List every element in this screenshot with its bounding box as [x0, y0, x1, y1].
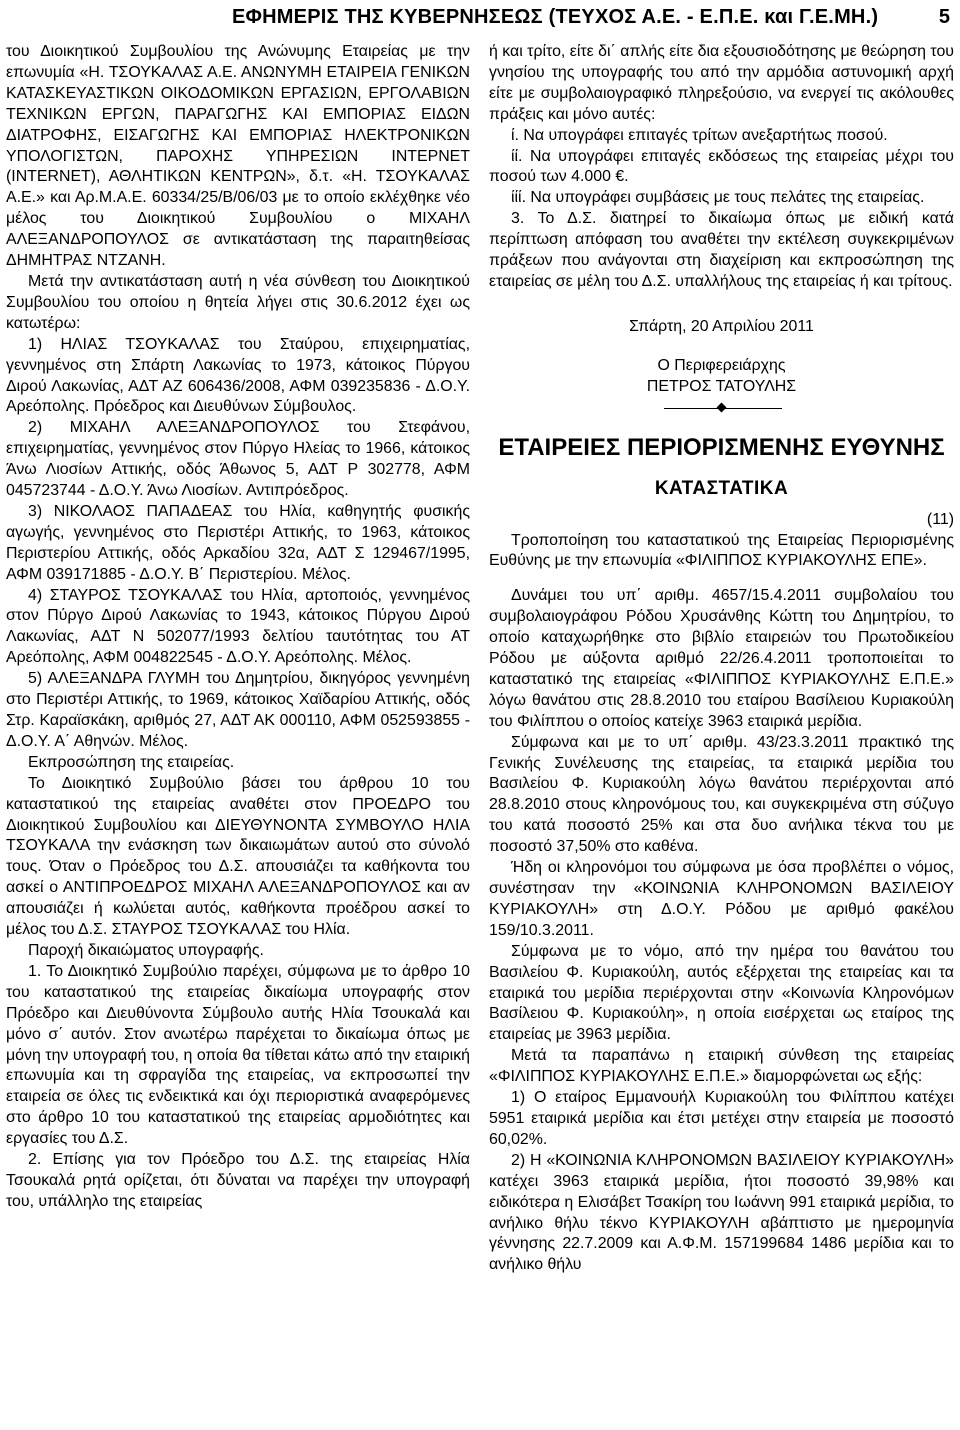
paragraph: Σύμφωνα με το νόμο, από την ημέρα του θανάτου του Βασιλείου Φ. Κυριακούλη, αυτός εξέρχεται της εταιρείας και τα εταιρικά του μερίδια περιέρχονται στην «Κοινωνία Κληρονόμων Βασίλειου Φ. Κυριακούλη», η οποία εισέρχεται ως εταίρος της εταιρείας με 3963 μερίδια. — [489, 942, 954, 1044]
paragraph: ή και τρίτο, είτε δι΄ απλής είτε δια εξουσιοδότησης με θεώρηση του γνησίου της υπογραφής του από την αρμόδια αστυνομική αρχή είτε με συμβολαιογραφικό πληρεξούσιο, να ενεργεί τις ακόλουθες πράξεις και μόνο αυτές: — [489, 43, 954, 123]
diamond-icon — [717, 402, 727, 412]
notice-title: Τροποποίηση του καταστατικού της Εταιρείας Περιορισμένης Ευθύνης με την επωνυμία «ΦΙΛΙΠΠΟΣ ΚΥΡΙΑΚΟΥΛΗΣ ΕΠΕ». — [489, 531, 954, 570]
subheading-representation: Εκπροσώπηση της εταιρείας. — [28, 753, 235, 771]
item-number: (11) — [926, 510, 954, 528]
page-header — [0, 0, 960, 34]
list-item: ί. Να υπογράφει επιταγές τρίτων ανεξαρτήτως ποσού. — [511, 126, 888, 144]
subsection-title: ΚΑΤΑΣΤΑΤΙΚΑ — [654, 477, 789, 499]
paragraph: 2. Επίσης για τον Πρόεδρο του Δ.Σ. της εταιρείας Ηλία Τσουκαλά ρητά ορίζεται, ότι δύναται να παρέχει την υπογραφή του, υπάλληλο της εταιρείας — [6, 1151, 470, 1210]
partner-2: 2) Η «ΚΟΙΝΩΝΙΑ ΚΛΗΡΟΝΟΜΩΝ ΒΑΣΙΛΕΙΟΥ ΚΥΡΙΑΚΟΥΛΗ» κατέχει 3963 εταιρικά μερίδια, ήτοι ποσοστό 39,98% και ειδικότερα η Ελισάβετ Τσακίρη του Ιωάννη 991 εταιρικά μερίδια, το ανήλικο θήλυ τέκνο ΚΥΡΙΑΚΟΥΛΗ αβάπτιστο με ημερομηνία γέννησης 22.7.2009 και Α.Φ.Μ. 157199684 1486 μερίδια και το ανήλικο θήλυ — [489, 1151, 954, 1274]
section-title: ΕΤΑΙΡΕΙΕΣ ΠΕΡΙΟΡΙΣΜΕΝΗΣ ΕΥΘΥΝΗΣ — [498, 433, 945, 461]
paragraph: Δυνάμει του υπ΄ αριθμ. 4657/15.4.2011 συμβολαίου του συμβολαιογράφου Ρόδου Χρυσάνθης Κώττη του Δημητρίου, το οποίο καταχωρήθηκε στο βιβλίο εταιρειών του Πρωτοδικείου Ρόδου με αύξοντα αριθμό 22/26.4.2011 τροποποιείται το καταστατικό της εταιρείας «ΦΙΛΙΠΠΟΣ ΚΥΡΙΑΚΟΥΛΗΣ Ε.Π.Ε.» λόγω θανάτου στις 28.8.2010 του εταίρου Βασίλειου Κυριακούλη του Φιλίππου ο οποίος κατείχε 3963 εταιρικά μερίδια. — [489, 587, 954, 730]
section-separator — [489, 400, 954, 418]
paragraph: του Διοικητικού Συμβουλίου της Ανώνυμης Εταιρείας με την επωνυμία «Η. ΤΣΟΥΚΑΛΑΣ Α.Ε. ΑΝΩΝΥΜΗ ΕΤΑΙΡΕΙΑ ΓΕΝΙΚΩΝ ΚΑΤΑΣΚΕΥΑΣΤΙΚΩΝ ΟΙΚΟΔΟΜΙΚΩΝ ΕΡΓΑΣΙΩΝ, ΕΡΓΟΛΑΒΙΩΝ ΤΕΧΝΙΚΩΝ ΕΡΓΩΝ, ΠΑΡΑΓΩΓΗΣ ΚΑΙ ΕΜΠΟΡΙΑΣ ΕΙΔΩΝ ΔΙΑΤΡΟΦΗΣ, ΕΙΣΑΓΩΓΗΣ ΚΑΙ ΕΜΠΟΡΙΑΣ ΗΛΕΚΤΡΟΝΙΚΩΝ ΥΠΟΛΟΓΙΣΤΩΝ, ΠΑΡΟΧΗΣ ΥΠΗΡΕΣΙΩΝ ΙΝΤΕΡΝΕΤ (INTERNET), ΑΘΛΗΤΙΚΩΝ ΚΕΝΤΡΩΝ», δ.τ. «Η. ΤΣΟΥΚΑΛΑΣ Α.Ε.» και Αρ.Μ.Α.Ε. 60334/25/Β/06/03 με το οποίο εκλέχθηκε νέο μέλος του Διοικητικού Συμβουλίου ο ΜΙΧΑΗΛ ΑΛΕΞΑΝΔΡΟΠΟΥΛΟΣ σε αντικατάσταση της παραιτηθείσας ΔΗΜΗΤΡΑΣ ΝΤΖΑΝΗ. — [6, 43, 470, 270]
signature-place-date: Σπάρτη, 20 Απριλίου 2011 — [629, 317, 814, 335]
paragraph: Ήδη οι κληρονόμοι του σύμφωνα με όσα προβλέπει ο νόμος, συνέστησαν την «ΚΟΙΝΩΝΙΑ ΚΛΗΡΟΝΟΜΩΝ ΒΑΣΙΛΕΙΟΥ ΚΥΡΙΑΚΟΥΛΗ» στη Δ.Ο.Υ. Ρόδου με αριθμό φακέλου 159/10.3.2011. — [489, 859, 954, 939]
partner-1: 1) Ο εταίρος Εμμανουήλ Κυριακούλη του Φιλίππου κατέχει 5951 εταιρικά μερίδια και έτσι μετέχει στην εταιρεία με ποσοστό 60,02%. — [489, 1089, 954, 1148]
right-column — [489, 42, 954, 1276]
paragraph: Μετά την αντικατάσταση αυτή η νέα σύνθεση του Διοικητικού Συμβουλίου του οποίου η θητεία λήγει στις 30.6.2012 έχει ως κατωτέρω: — [6, 272, 470, 332]
board-member-3: 3) ΝΙΚΟΛΑΟΣ ΠΑΠΑΔΕΑΣ του Ηλία, καθηγητής φυσικής αγωγής, γεννημένος στο Περιστέρι Αττικής, το 1963, κάτοικος Περιστερίου Αττικής, οδός Αρκαδίου 32α, ΑΔΤ Σ 129467/1995, ΑΦΜ 039171885 - Δ.Ο.Υ. Β΄ Περιστερίου. Μέλος. — [6, 502, 470, 583]
paragraph: Μετά τα παραπάνω η εταιρική σύνθεση της εταιρείας «ΦΙΛΙΠΠΟΣ ΚΥΡΙΑΚΟΥΛΗΣ Ε.Π.Ε.» διαμορφώνεται ως εξής: — [489, 1047, 954, 1086]
page-number: 5 — [938, 6, 950, 28]
subheading-signature-rights: Παροχή δικαιώματος υπογραφής. — [28, 941, 264, 959]
list-item: ίί. Να υπογράφει επιταγές εκδόσεως της εταιρείας μέχρι του ποσού των 4.000 €. — [489, 147, 954, 186]
paragraph: Σύμφωνα και με το υπ΄ αριθμ. 43/23.3.2011 πρακτικό της Γενικής Συνέλευσης της εταιρείας, τα εταιρικά μερίδια του Βασιλείου Φ. Κυριακούλη λόγω θανάτου περιέρχονται από 28.8.2010 στους κληρονόμους του, και συγκεκριμένα στη σύζυγο του κατά ποσοστό 25% και στα δυο ανήλικα τέκνα του με ποσοστό 37,50% στο καθένα. — [489, 733, 954, 856]
paragraph: Το Διοικητικό Συμβούλιο βάσει του άρθρου 10 του καταστατικού της εταιρείας αναθέτει στον ΠΡΟΕΔΡΟ του Διοικητικού Συμβουλίου και ΔΙΕΥΘΥΝΟΝΤΑ ΣΥΜΒΟΥΛΟ ΗΛΙΑ ΤΣΟΥΚΑΛΑ την ενάσκηση των δικαιωμάτων αυτού στο σύνολό τους. Όταν ο Πρόεδρος του Δ.Σ. απουσιάζει τα καθήκοντα του ασκεί ο ΑΝΤΙΠΡΟΕΔΡΟΣ ΜΙΧΑΗΛ ΑΛΕΞΑΝΔΡΟΠΟΥΛΟΣ και αν απουσιάζει ή κωλύεται αυτός, καθήκοντα προέδρου ασκεί το μέλος του Δ.Σ. ΣΤΑΥΡΟΣ ΤΣΟΥΚΑΛΑΣ του Ηλία. — [6, 774, 470, 939]
gazette-title: ΕΦΗΜΕΡΙΣ ΤΗΣ ΚΥΒΕΡΝΗΣΕΩΣ (ΤΕΥΧΟΣ Α.Ε. - Ε.Π.Ε. και Γ.Ε.ΜΗ.) — [232, 6, 879, 28]
signature-name: ΠΕΤΡΟΣ ΤΑΤΟΥΛΗΣ — [646, 377, 797, 395]
paragraph: 1. Το Διοικητικό Συμβούλιο παρέχει, σύμφωνα με το άρθρο 10 του καταστατικού της εταιρείας δικαίωμα υπογραφής στον Πρόεδρο και Διευθύνοντα Σύμβουλο αυτής Ηλία Τσουκαλά και μόνο σ΄ αυτόν. Στον ανωτέρω παρέχεται το δικαίωμα όπως με μόνη την υπογραφή του, η οποία θα τίθεται κάτω από την εταιρική επωνυμία και τη σφραγίδα της εταιρείας, να εκπροσωπεί την εταιρεία σε όλες τις ενδεικτικά και όχι περιοριστικά αναφερόμενες στο άρθρο 10 του καταστατικού της εταιρείας αρμοδιότητες και εργασίες του Δ.Σ. — [6, 962, 470, 1148]
board-member-5: 5) ΑΛΕΞΑΝΔΡΑ ΓΛΥΜΗ του Δημητρίου, δικηγόρος γεννημένη στο Περιστέρι Αττικής, το 1969, κάτοικος Χαϊδαρίου Αττικής, οδός Στρ. Καραϊσκάκη, αριθμός 27, ΑΔΤ ΑΚ 000110, ΑΦΜ 052593855 - Δ.Ο.Υ. Α΄ Αθηνών. Μέλος. — [6, 670, 470, 750]
list-item: ίίί. Να υπογράφει συμβάσεις με τους πελάτες της εταιρείας. — [511, 189, 925, 207]
paragraph: 3. Το Δ.Σ. διατηρεί το δικαίωμα όπως με ειδική κατά περίπτωση απόφαση του αναθέτει την εκτέλεση συγκεκριμένων πράξεων που ανάγονται στη διαχείριση και εκπροσώπηση της εταιρείας σε μέλη του Δ.Σ. υπαλλήλους της εταιρείας ή και τρίτους. — [489, 210, 954, 290]
board-member-1: 1) ΗΛΙΑΣ ΤΣΟΥΚΑΛΑΣ του Σταύρου, επιχειρηματίας, γεννημένος στη Σπάρτη Λακωνίας το 1973, κάτοικος Πύργου Διρού Λακωνίας, ΑΔΤ ΑΖ 606436/2008, ΑΦΜ 039235836 - Δ.Ο.Υ. Αρεόπολης. Πρόεδρος και Διευθύνων Σύμβουλος. — [6, 335, 470, 416]
board-member-2: 2) ΜΙΧΑΗΛ ΑΛΕΞΑΝΔΡΟΠΟΥΛΟΣ του Στεφάνου, επιχειρηματίας, γεννημένος στον Πύργο Ηλείας το 1966, κάτοικος Άνω Λιοσίων Αττικής, οδός Άθωνος 5, ΑΔΤ Ρ 302778, ΑΦΜ 045723744 - Δ.Ο.Υ. Άνω Λιοσίων. Αντιπρόεδρος. — [6, 419, 470, 500]
left-column — [6, 42, 470, 1213]
signature-role: Ο Περιφερειάρχης — [657, 356, 786, 374]
board-member-4: 4) ΣΤΑΥΡΟΣ ΤΣΟΥΚΑΛΑΣ του Ηλία, αρτοποιός, γεννημένος στον Πύργο Διρού Λακωνίας το 1943, κάτοικος Πύργου Διρού Λακωνίας, ΑΔΤ Ν 502077/1993 δελτίου ταυτότητας του ΑΤ Αρεόπολης, ΑΦΜ 004822545 - Δ.Ο.Υ. Αρεόπολης. Μέλος. — [6, 586, 470, 667]
